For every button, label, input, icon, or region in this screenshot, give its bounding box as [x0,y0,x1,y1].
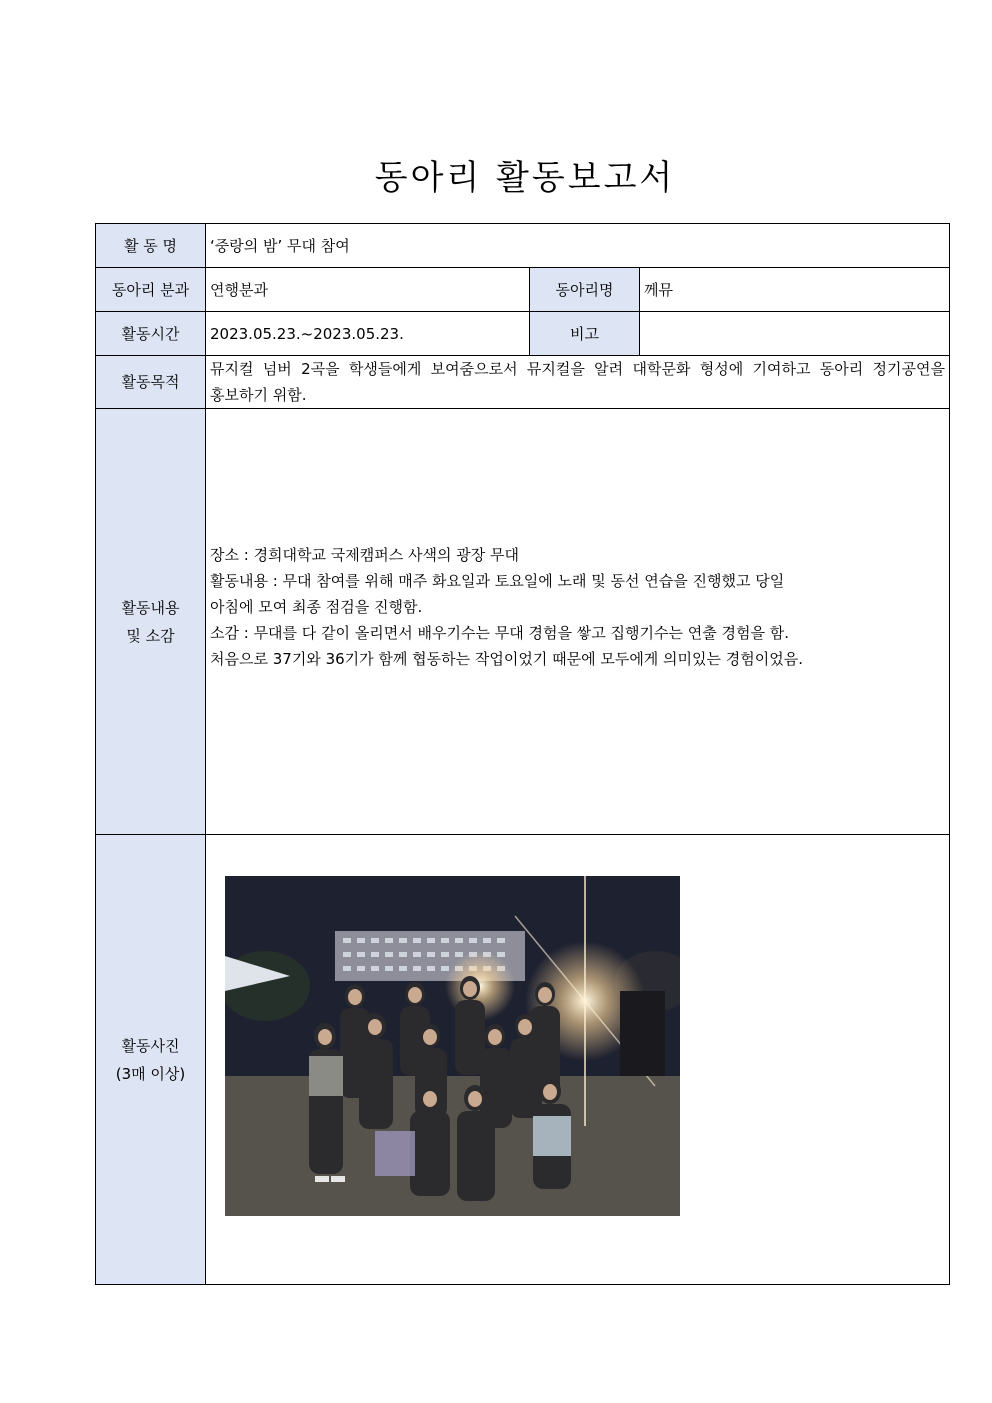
photos-label-line1: 활동사진 [121,1036,180,1055]
remarks-label: 비고 [530,312,640,356]
content-line: 장소 : 경희대학교 국제캠퍼스 사색의 광장 무대 [210,545,519,564]
row-content [96,409,950,835]
content-label [96,409,206,835]
club-division-label: 동아리 분과 [96,268,206,312]
activity-name-value: ‘중랑의 밤’ 무대 참여 [206,224,950,268]
row-club-info [96,268,950,312]
activity-name-label: 활 동 명 [96,224,206,268]
content-line: 아침에 모여 최종 점검을 진행함. [210,597,423,616]
content-label-line2: 및 소감 [126,626,175,645]
photos-label [96,835,206,1285]
club-name-label: 동아리명 [530,268,640,312]
purpose-label: 활동목적 [96,356,206,409]
photo-illustration [225,876,680,1216]
row-purpose [96,356,950,409]
club-division-value: 연행분과 [206,268,530,312]
photos-label-line2: (3매 이상) [115,1064,186,1083]
row-photos [96,835,950,1285]
activity-time-label: 활동시간 [96,312,206,356]
row-activity-time [96,312,950,356]
club-name-value: 께뮤 [640,268,950,312]
page-title: 동아리 활동보고서 [374,158,676,198]
content-line: 활동내용 : 무대 참여를 위해 매주 화요일과 토요일에 노래 및 동선 연습을 진행했고 당일 [210,571,785,590]
content-line: 소감 : 무대를 다 같이 올리면서 배우기수는 무대 경험을 쌓고 집행기수는 연출 경험을 함. [210,623,789,642]
content-label-line1: 활동내용 [121,598,180,617]
activity-time-value: 2023.05.23.~2023.05.23. [206,312,530,356]
row-activity-name [96,224,950,268]
activity-photo [225,876,680,1216]
purpose-value: 뮤지컬 넘버 2곡을 학생들에게 보여줌으로서 뮤지컬을 알려 대학문화 형성에 기여하고 동아리 정기공연을 홍보하기 위함. [210,360,946,404]
remarks-value [640,312,950,356]
content-body [210,412,949,832]
content-line: 처음으로 37기와 36기가 함께 협동하는 작업이었기 때문에 모두에게 의미있는 경험이었음. [210,649,804,668]
report-table [95,223,950,1285]
